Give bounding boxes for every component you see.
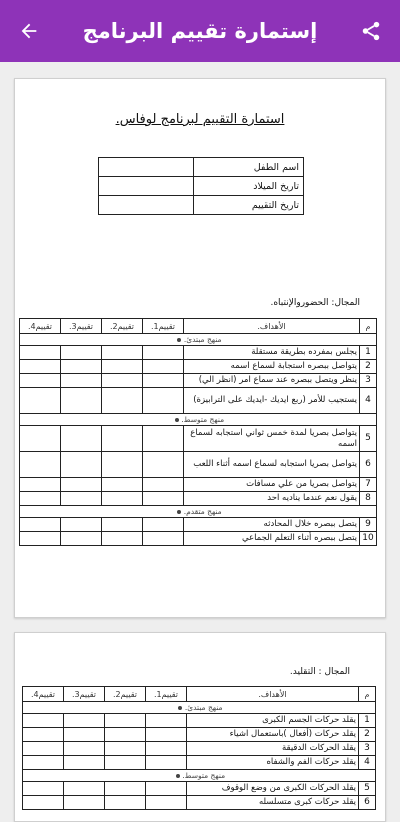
table-cell (20, 426, 61, 452)
table-row (23, 796, 376, 810)
table-cell (143, 492, 184, 506)
table-row (23, 782, 376, 796)
birth-date-label: تاريخ الميلاد (194, 177, 304, 196)
table-row (23, 756, 376, 770)
goal-text: يتواصل ببصره استجابة لسماع اسمه (184, 360, 360, 374)
table-cell (143, 388, 184, 414)
table-cell (143, 346, 184, 360)
table-cell (23, 728, 64, 742)
table-cell: 7 (360, 478, 377, 492)
goal-text: يتصل ببصره أثناء التعلم الجماعي (184, 532, 360, 546)
table-cell (143, 426, 184, 452)
table-cell (23, 756, 64, 770)
table-cell (61, 360, 102, 374)
goal-text: يقلد الحركات الدقيقة (187, 742, 359, 756)
bullet-icon (177, 338, 181, 342)
table-row (20, 478, 377, 492)
table-cell (102, 532, 143, 546)
table-cell (61, 388, 102, 414)
table-cell (146, 728, 187, 742)
table-cell (143, 478, 184, 492)
table-row (20, 346, 377, 360)
section-header (20, 414, 377, 426)
table-cell (61, 478, 102, 492)
goal-text: يقلد حركات (أفعال )باستعمال اشياء (187, 728, 359, 742)
table-cell (20, 388, 61, 414)
table-row: تقييم4. تقييم3. تقييم2. تقييم1. الأهداف. م (20, 319, 377, 334)
eval-date-label: تاريخ التقييم (194, 196, 304, 215)
app-bar (0, 0, 400, 62)
child-name-label: اسم الطفل (194, 158, 304, 177)
table-cell (146, 742, 187, 756)
domain-label: المجال: الحضوروالإنتباه. (270, 298, 360, 308)
table-cell (23, 782, 64, 796)
section-label: منهج متوسط. (181, 415, 225, 424)
goal-text: يتواصل بصريا لمدة خمس ثواني استجابه لسماع اسمه (184, 426, 360, 452)
child-info-table (98, 157, 304, 215)
table-row (20, 452, 377, 478)
table-cell (64, 782, 105, 796)
table-cell: 6 (360, 452, 377, 478)
table-cell (105, 782, 146, 796)
table-cell (146, 796, 187, 810)
section-header (23, 770, 376, 782)
goal-text: يقول نعم عندما يناديه احد (184, 492, 360, 506)
table-cell (105, 756, 146, 770)
table-cell (102, 452, 143, 478)
table-cell (64, 714, 105, 728)
table-cell (102, 426, 143, 452)
bullet-icon (178, 706, 182, 710)
section-header (23, 702, 376, 714)
goal-text: يقلد الحركات الكبرى من وضع الوقوف (187, 782, 359, 796)
table-row (20, 532, 377, 546)
table-cell (20, 518, 61, 532)
table-row (20, 360, 377, 374)
table-row (23, 702, 376, 714)
table-cell (102, 388, 143, 414)
table-cell (61, 452, 102, 478)
document-title: استمارة التقييم لبرنامج لوفاس. (115, 112, 285, 127)
goal-text: يقلد حركات كبرى متسلسله (187, 796, 359, 810)
table-row (23, 742, 376, 756)
table-cell (143, 532, 184, 546)
table-cell (20, 360, 61, 374)
table-cell (20, 452, 61, 478)
table-cell (20, 346, 61, 360)
evaluation-table-2 (22, 686, 376, 810)
table-cell (102, 492, 143, 506)
table-cell (146, 714, 187, 728)
table-cell (20, 374, 61, 388)
table-cell (105, 714, 146, 728)
bullet-icon (175, 418, 179, 422)
table-row (23, 770, 376, 782)
table-cell: 4 (360, 388, 377, 414)
section-label: منهج متوسط. (182, 771, 226, 780)
table-cell (61, 374, 102, 388)
table-row (99, 196, 304, 215)
section-label: منهج متقدم. (183, 507, 222, 516)
table-cell (64, 756, 105, 770)
table-cell: 10 (360, 532, 377, 546)
bullet-icon (177, 510, 181, 514)
table-cell (23, 742, 64, 756)
table-cell: 6 (359, 796, 376, 810)
table-cell (64, 728, 105, 742)
table-row (20, 334, 377, 346)
table-cell (64, 742, 105, 756)
table-cell: 9 (360, 518, 377, 532)
table-row: تقييم4. تقييم3. تقييم2. تقييم1. الأهداف. م (23, 687, 376, 702)
table-cell: 3 (359, 742, 376, 756)
goal-text: يتواصل بصريا من علي مسافات (184, 478, 360, 492)
table-cell: 4 (359, 756, 376, 770)
table-cell: 2 (360, 360, 377, 374)
section-label: منهج مبتدئ. (183, 335, 222, 344)
table-cell (23, 714, 64, 728)
goal-text: يستجيب للأمر (ربع ايديك -ايديك على الترابيزة) (184, 388, 360, 414)
table-cell (146, 756, 187, 770)
table-row (99, 158, 304, 177)
table-row (20, 388, 377, 414)
app-title: إستمارة تقييم البرنامج (82, 19, 318, 43)
table-cell: 8 (360, 492, 377, 506)
table-cell (102, 360, 143, 374)
table-cell (23, 796, 64, 810)
table-cell (64, 796, 105, 810)
table-cell (102, 374, 143, 388)
table-row (23, 728, 376, 742)
section-label: منهج مبتدئ. (184, 703, 223, 712)
table-cell (61, 518, 102, 532)
table-cell (143, 518, 184, 532)
goal-text: يتواصل بصريا استجابه لسماع اسمه أثناء اللعب (184, 452, 360, 478)
table-cell (143, 452, 184, 478)
bullet-icon (176, 774, 180, 778)
section-header (20, 506, 377, 518)
table-cell: 1 (360, 346, 377, 360)
table-cell (61, 346, 102, 360)
table-row (20, 492, 377, 506)
table-row (23, 714, 376, 728)
domain-label-2: المجال : التقليد. (289, 667, 350, 677)
table-cell (61, 426, 102, 452)
table-row (20, 518, 377, 532)
goal-text: يقلد حركات الجسم الكبرى (187, 714, 359, 728)
goal-text: يجلس بمفرده بطريقة مستقلة (184, 346, 360, 360)
table-cell (105, 728, 146, 742)
back-arrow-icon[interactable] (14, 16, 44, 46)
evaluation-table (19, 318, 377, 546)
table-cell (105, 742, 146, 756)
table-cell (20, 492, 61, 506)
table-row (20, 414, 377, 426)
table-cell (20, 532, 61, 546)
table-cell (20, 478, 61, 492)
table-cell (105, 796, 146, 810)
table-cell: 2 (359, 728, 376, 742)
goal-text: يقلد حركات الفم والشفاه (187, 756, 359, 770)
table-row (20, 426, 377, 452)
table-cell (143, 374, 184, 388)
goal-text: ينظر ويتصل ببصره عند سماع امر (انظر الي) (184, 374, 360, 388)
table-cell: 1 (359, 714, 376, 728)
table-cell: 5 (359, 782, 376, 796)
table-cell (61, 532, 102, 546)
table-cell (61, 492, 102, 506)
table-row (20, 374, 377, 388)
table-cell (146, 782, 187, 796)
table-cell (102, 518, 143, 532)
goal-text: يتصل ببصره خلال المحادثه (184, 518, 360, 532)
table-cell (102, 346, 143, 360)
table-cell: 3 (360, 374, 377, 388)
section-header (20, 334, 377, 346)
table-row (99, 177, 304, 196)
table-row (20, 506, 377, 518)
table-cell (102, 478, 143, 492)
table-cell (143, 360, 184, 374)
share-icon[interactable] (356, 16, 386, 46)
table-cell: 5 (360, 426, 377, 452)
